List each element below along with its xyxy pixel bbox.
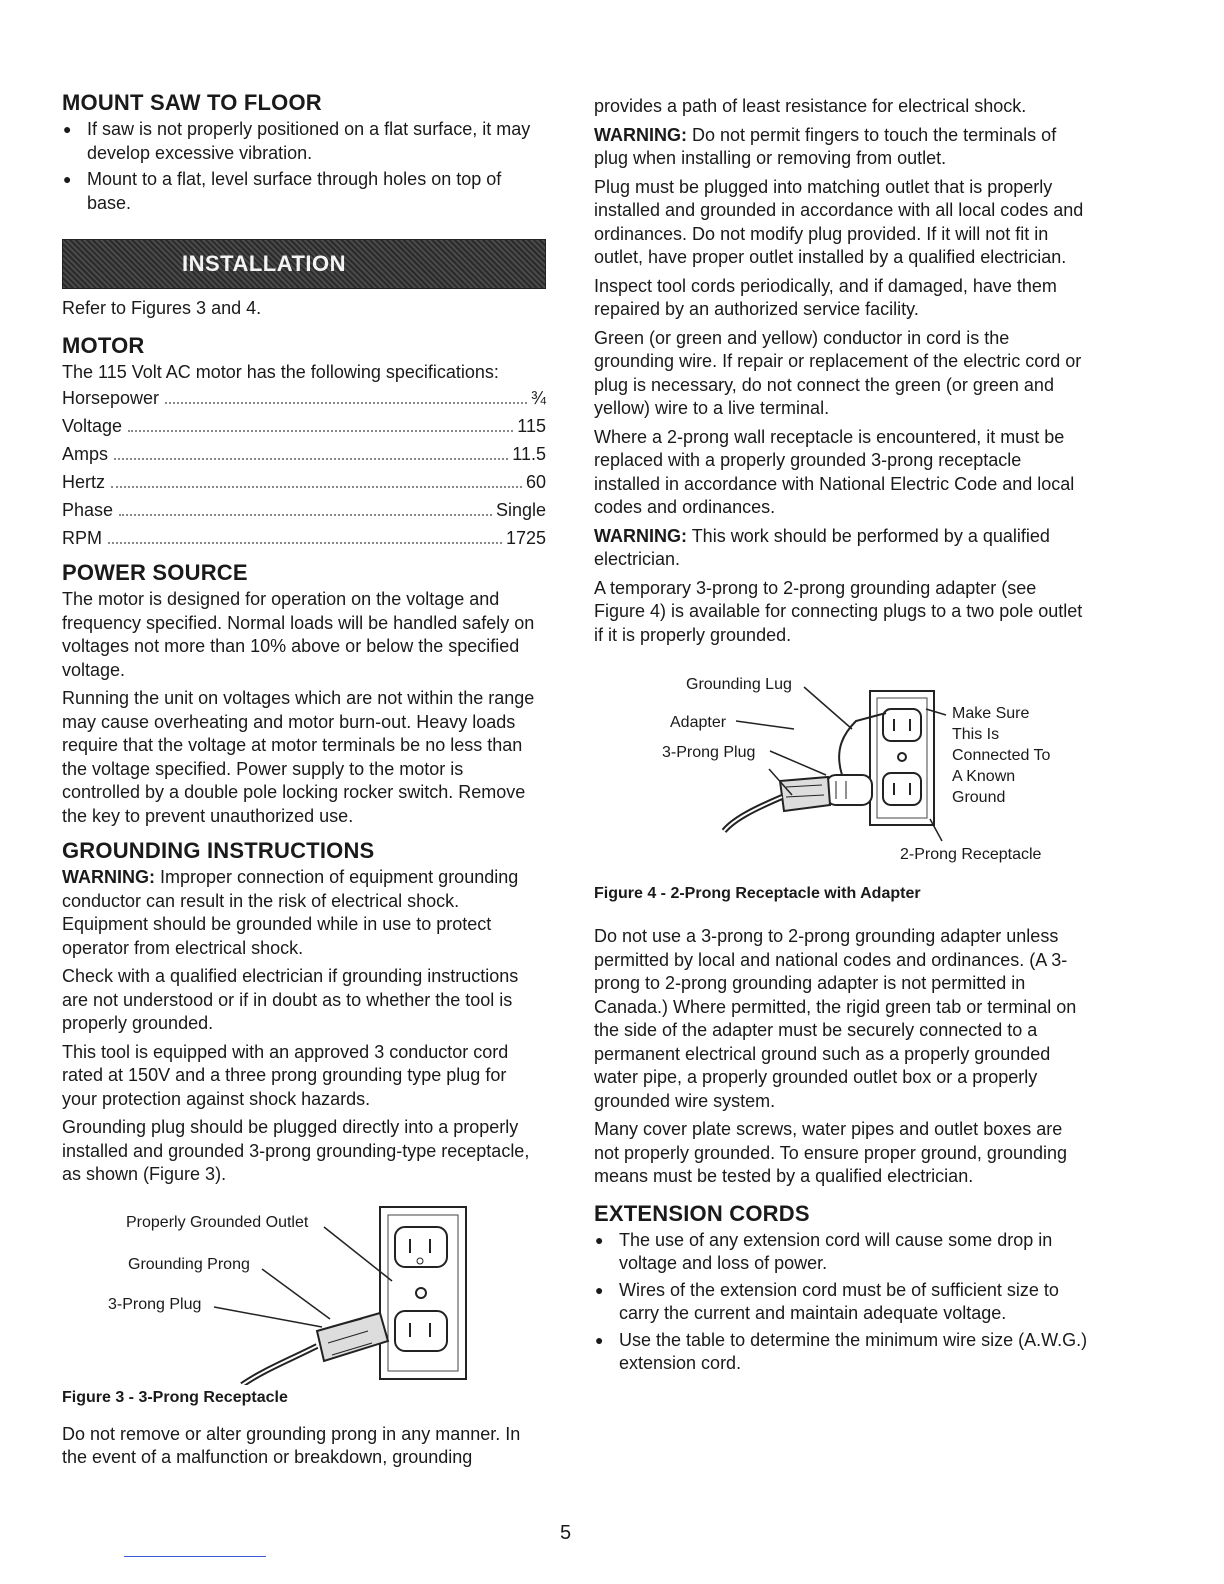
installation-banner bbox=[62, 239, 546, 289]
bullet-icon: ● bbox=[595, 1281, 604, 1298]
power-source-heading: POWER SOURCE bbox=[62, 560, 248, 585]
spec-row: Amps 11.5 bbox=[62, 444, 546, 464]
right-paragraph-2: Plug must be plugged into matching outlet that is properly installed and grounded in accordance with all local codes and ordinances. Do not modify plug provided. If it will not fit in outlet, have proper outlet installed by a qualified electrician. bbox=[594, 176, 1084, 267]
right-paragraph-8: Many cover plate screws, water pipes and outlet boxes are not properly grounded. To ensure proper ground, grounding means must be tested by a qualified electrician. bbox=[594, 1119, 1068, 1186]
fig4-adapter-label: Adapter bbox=[670, 714, 727, 731]
spec-row: Horsepower ¾ bbox=[62, 388, 546, 408]
grounding-heading: GROUNDING INSTRUCTIONS bbox=[62, 838, 375, 863]
spec-row: Voltage 115 bbox=[62, 416, 546, 436]
figure-4 bbox=[594, 669, 1088, 869]
fig4-lug-label: Grounding Lug bbox=[686, 676, 792, 693]
figure-3 bbox=[62, 1201, 546, 1385]
grounding-paragraph-3: This tool is equipped with an approved 3 conductor cord rated at 150V and a three prong grounding type plug for your protection against shock hazards. bbox=[62, 1041, 509, 1109]
list-item: ● If saw is not properly positioned on a flat surface, it may develop excessive vibration. bbox=[63, 119, 531, 163]
power-paragraph-1: The motor is designed for operation on the voltage and frequency specified. Normal loads will be handled safely on voltages not more than 10% above or below the specified voltage. bbox=[62, 589, 535, 680]
grounding-warning: WARNING: Improper connection of equipment grounding conductor can result in the risk of electrical shock. Equipment should be grounded while in use to protect operator from electrical shock. bbox=[62, 867, 519, 958]
after-figure-3-text: Do not remove or alter grounding prong in any manner. In the event of a malfunction or breakdown, grounding bbox=[62, 1423, 521, 1467]
right-paragraph-3: Inspect tool cords periodically, and if damaged, have them repaired by an authorized service facility. bbox=[594, 275, 1057, 319]
motor-heading: MOTOR bbox=[62, 332, 145, 358]
right-column bbox=[594, 95, 1088, 1382]
mount-saw-heading: MOUNT SAW TO FLOOR bbox=[62, 90, 322, 115]
mount-bullets bbox=[62, 118, 546, 215]
bullet-icon: ● bbox=[595, 1231, 604, 1248]
extension-cords-heading: EXTENSION CORDS bbox=[594, 1200, 810, 1226]
right-paragraph-4: Green (or green and yellow) conductor in cord is the grounding wire. If repair or replacement of the electric cord or plug is necessary, do not connect the green (or green and yellow) wire to a live terminal. bbox=[594, 327, 1082, 418]
bullet-icon: ● bbox=[63, 121, 72, 137]
list-item: ● Wires of the extension cord must be of sufficient size to carry the current and maintain adequate voltage. bbox=[595, 1279, 1059, 1323]
bullet-icon: ● bbox=[595, 1331, 604, 1348]
right-warning-1: WARNING: Do not permit fingers to touch the terminals of plug when installing or removing from outlet. bbox=[594, 124, 1057, 168]
list-item: ● The use of any extension cord will cause some drop in voltage and loss of power. bbox=[595, 1229, 1053, 1273]
spec-row: Hertz 60 bbox=[62, 472, 546, 492]
figure-4-caption: Figure 4 - 2-Prong Receptacle with Adapter bbox=[594, 885, 921, 902]
list-item: ● Mount to a flat, level surface through holes on top of base. bbox=[63, 169, 502, 213]
spec-row: Phase Single bbox=[62, 500, 546, 520]
grounding-paragraph-4: Grounding plug should be plugged directly into a properly installed and grounded 3-prong grounding-type receptacle, as shown (Figure 3). bbox=[62, 1117, 530, 1184]
fig4-plug-label: 3-Prong Plug bbox=[662, 744, 756, 761]
page-number: 5 bbox=[560, 1522, 572, 1544]
motor-spec-table bbox=[62, 384, 546, 552]
right-paragraph-1: provides a path of least resistance for electrical shock. bbox=[594, 96, 1027, 116]
figure-3-caption: Figure 3 - 3-Prong Receptacle bbox=[62, 1388, 288, 1406]
fig4-make-sure-label: Make Sure This Is Connected To A Known Ground bbox=[952, 705, 1051, 806]
power-paragraph-2: Running the unit on voltages which are not within the range may cause overheating and motor burn-out. Heavy loads require that the voltage at motor terminals be no less than the voltage specified. Power supply to the motor is controlled by a double pole locking rocker switch. Remove the key to prevent unauthorized use. bbox=[62, 688, 535, 826]
fig3-prong-label: Grounding Prong bbox=[128, 1255, 250, 1273]
footer-rule bbox=[124, 1556, 266, 1557]
grounding-paragraph-2: Check with a qualified electrician if grounding instructions are not understood or if in doubt as to whether the tool is properly grounded. bbox=[62, 966, 519, 1033]
bullet-icon: ● bbox=[63, 171, 72, 187]
fig4-receptacle-label: 2-Prong Receptacle bbox=[900, 846, 1042, 863]
fig3-outlet-label: Properly Grounded Outlet bbox=[126, 1213, 309, 1231]
right-paragraph-5: Where a 2-prong wall receptacle is encountered, it must be replaced with a properly grounded 3-prong receptacle installed in accordance with National Electric Code and local codes and ordinances. bbox=[594, 426, 1075, 517]
refer-text: Refer to Figures 3 and 4. bbox=[62, 298, 262, 318]
fig3-plug-label: 3-Prong Plug bbox=[108, 1295, 202, 1313]
installation-banner-title: INSTALLATION bbox=[181, 251, 347, 276]
extension-bullets bbox=[594, 1229, 1088, 1376]
right-warning-2: WARNING: This work should be performed by a qualified electrician. bbox=[594, 525, 1050, 569]
spec-row: RPM 1725 bbox=[62, 528, 546, 548]
left-column bbox=[62, 90, 546, 1475]
right-paragraph-7: Do not use a 3-prong to 2-prong grounding adapter unless permitted by local and national codes and ordinances. (A 3-prong to 2-prong grounding adapter is not permitted in Canada.) Where permitted, the rigid green tab or terminal on the side of the adapter must be securely connected to a permanent electrical ground such as a properly grounded water pipe, a properly grounded outlet box or a properly grounded wire system. bbox=[594, 926, 1077, 1111]
list-item: ● Use the table to determine the minimum wire size (A.W.G.) extension cord. bbox=[595, 1329, 1088, 1373]
right-paragraph-6: A temporary 3-prong to 2-prong grounding adapter (see Figure 4) is available for connecting plugs to a two pole outlet if it is properly grounded. bbox=[594, 577, 1083, 645]
motor-intro: The 115 Volt AC motor has the following specifications: bbox=[62, 361, 499, 382]
